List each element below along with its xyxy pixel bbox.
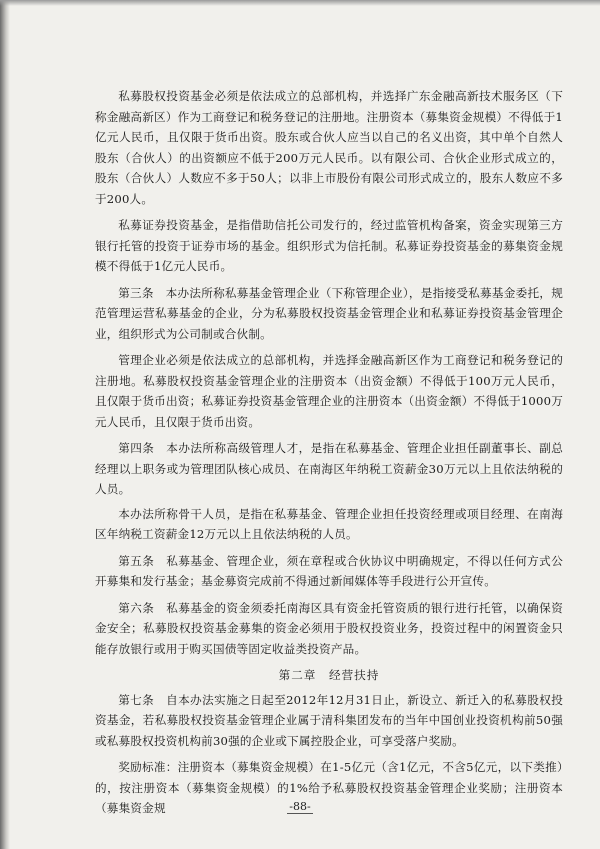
paragraph-article-4: 第四条 本办法所称高级管理人才，是指在私募基金、管理企业担任副董事长、副总经理以上职务或为管理团队核心成员、在南海区年纳税工资薪金30万元以上且依法纳税的人员。: [95, 441, 563, 496]
page-footer: [0, 800, 600, 813]
paragraph-reward-standard: 奖励标准：注册资本（募集资金规模）在1-5亿元（含1亿元，不含5亿元，以下类推）的，按注册资本（募集资金规模）的1%给予私募股权投资基金管理企业奖励；注册资本（募集资金规: [95, 760, 563, 815]
paragraph-article-6: 第六条 私募基金的资金须委托南海区具有资金托管资质的银行进行托管，以确保资金安全；私募股权投资基金募集的资金必须用于股权投资业务，投资过程中的闲置资金只能存放银行或用于购买国债等固定收益类投资产品。: [95, 600, 563, 656]
paragraph-key-personnel-definition: 本办法所称骨干人员，是指在私募基金、管理企业担任投资经理或项目经理、在南海区年纳税工资薪金12万元以上且依法纳税的人员。: [95, 506, 563, 541]
paragraph-article-7: 第七条 自本办法实施之日起至2012年12月31日止，新设立、新迁入的私募股权投资基金，若私募股权投资基金管理企业属于清科集团发布的当年中国创业投资机构前50强或私募股权投资机构前30强的企业或下属控股企业，可享受落户奖励。: [95, 692, 563, 748]
scan-shadow-left: [0, 0, 10, 849]
paragraph-equity-fund-requirements: 私募股权投资基金必须是依法成立的总部机构，并选择广东金融高新技术服务区（下称金融高新区）作为工商登记和税务登记的注册地。注册资本（募集资金规模）不得低于1亿元人民币，且仅限于货币出资。股东或合伙人应当以自己的名义出资，其中单个自然人股东（合伙人）的出资额应不低于200万元人民币。以有限公司、合伙企业形式成立的，股东（合伙人）人数应不多于50人；以非上市股份有限公司形式成立的，股东人数应不多于200人。: [95, 89, 563, 206]
document-body: [95, 86, 563, 825]
page-number: -88-: [289, 800, 311, 813]
paragraph-article-5: 第五条 私募基金、管理企业，须在章程或合伙协议中明确规定，不得以任何方式公开募集和发行基金；基金募资完成前不得通过新闻媒体等手段进行公开宣传。: [95, 553, 563, 588]
paragraph-article-3: 第三条 本办法所称私募基金管理企业（下称管理企业），是指接受私募基金委托，规范管理运营私募基金的企业，分为私募股权投资基金管理企业和私募证券投资基金管理企业，组织形式为公司制或合伙制。: [95, 285, 563, 341]
paragraph-securities-fund-definition: 私募证券投资基金，是指借助信托公司发行的，经过监管机构备案，资金实现第三方银行托管的投资于证券市场的基金。组织形式为信托制。私募证券投资基金的募集资金规模不得低于1亿元人民币。: [95, 218, 563, 273]
scan-shadow-top: [0, 0, 600, 6]
paragraph-management-enterprise-requirements: 管理企业必须是依法成立的总部机构，并选择金融高新区作为工商登记和税务登记的注册地。私募股权投资基金管理企业的注册资本（出资金额）不得低于100万元人民币，且仅限于货币出资；私募证券投资基金管理企业的注册资本（出资金额）不得低于1000万元人民币，且仅限于货币出资。: [95, 353, 563, 429]
chapter-title: 第二章 经营扶持: [278, 668, 380, 682]
